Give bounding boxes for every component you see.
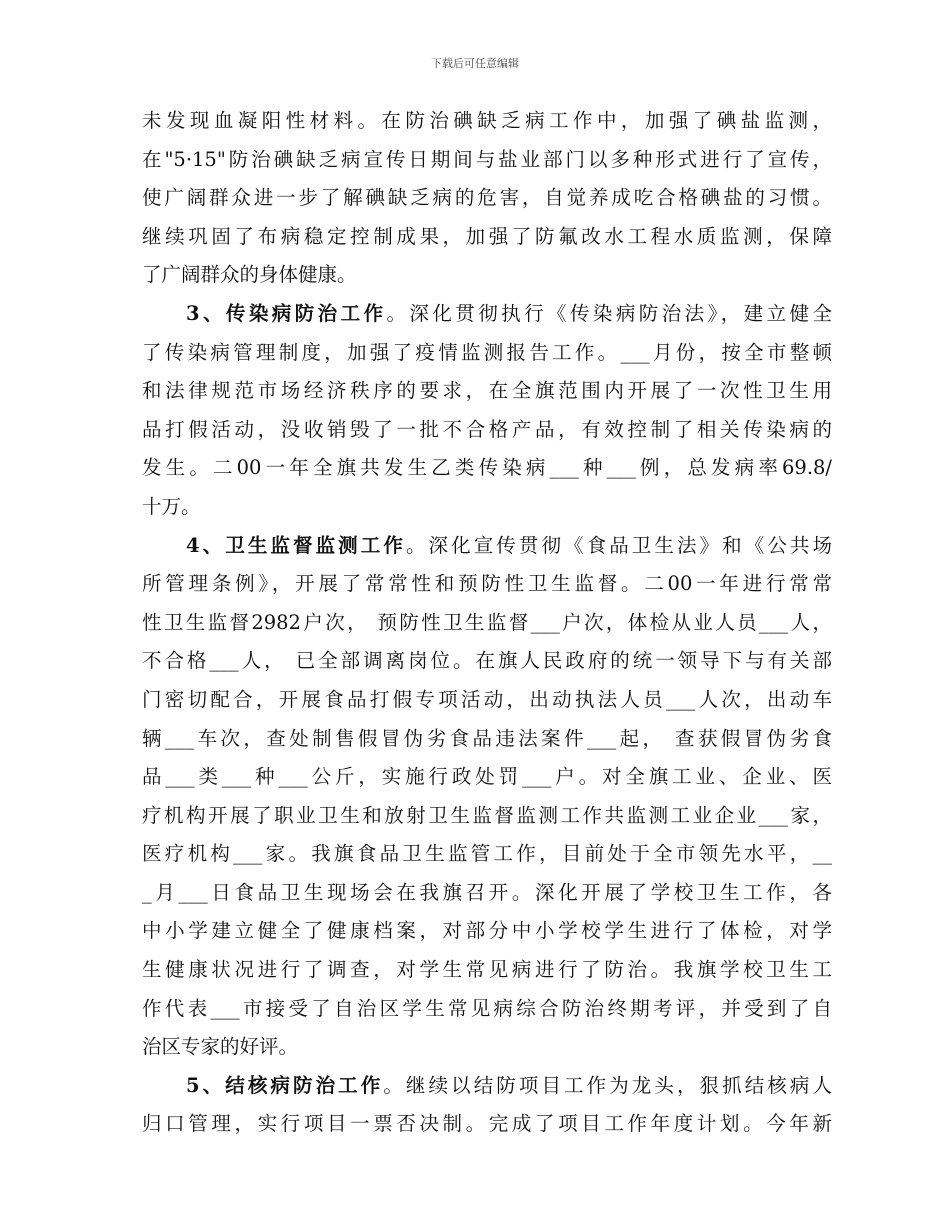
- text-line: 使广阔群众进一步了解碘缺乏病的危害，自觉养成吃合格碘盐的习惯。: [142, 186, 832, 210]
- text-line: 生健康状况进行了调查，对学生常见病进行了防治。我旗学校卫生工: [142, 958, 832, 982]
- text-line: 十万。: [142, 494, 201, 518]
- text-line: 医疗机构___家。我旗食品卫生监管工作，目前处于全市领先水平，__: [142, 842, 832, 866]
- text-line: 所管理条例》，开展了常常性和预防性卫生监督。二00一年进行常常: [142, 572, 832, 596]
- text-line: 性卫生监督2982户次， 预防性卫生监督___户次，体检从业人员___人，: [142, 610, 832, 634]
- text-line: 归口管理，实行项目一票否决制。完成了项目工作年度计划。今年新: [142, 1112, 832, 1136]
- page-header: 下载后可任意编辑: [431, 57, 519, 70]
- text-line: 和法律规范市场经济秩序的要求，在全旗范围内开展了一次性卫生用: [142, 379, 832, 403]
- section-heading: 4、卫生监督监测工作: [186, 533, 406, 557]
- text-line: 品___类___种___公斤，实施行政处罚___户。对全旗工业、企业、医: [142, 765, 832, 789]
- text-line: 辆___车次，查处制售假冒伪劣食品违法案件___起， 查获假冒伪劣食: [142, 726, 832, 750]
- text-line: _月___日食品卫生现场会在我旗召开。深化开展了学校卫生工作，各: [142, 880, 832, 904]
- text-line: 了传染病管理制度，加强了疫情监测报告工作。___月份，按全市整顿: [142, 340, 832, 364]
- text-line: 发生。二00一年全旗共发生乙类传染病___种___例，总发病率69.8/: [142, 456, 832, 480]
- section-5-first-line: 5、结核病防治工作。继续以结防项目工作为龙头，狠抓结核病人: [186, 1073, 832, 1097]
- text-line: 未发现血凝阳性材料。在防治碘缺乏病工作中，加强了碘盐监测，: [142, 109, 832, 132]
- text-line: 门密切配合，开展食品打假专项活动，出动执法人员___人次，出动车: [142, 687, 832, 711]
- section-4-first-line: 4、卫生监督监测工作。深化宣传贯彻《食品卫生法》和《公共场: [186, 533, 832, 557]
- text-line: 品打假活动，没收销毁了一批不合格产品，有效控制了相关传染病的: [142, 417, 832, 441]
- text-line: 作代表___市接受了自治区学生常见病综合防治终期考评，并受到了自: [142, 996, 832, 1020]
- text-line: 了广阔群众的身体健康。: [142, 263, 357, 287]
- text-line: 不合格___人， 已全部调离岗位。在旗人民政府的统一领导下与有关部: [142, 649, 832, 673]
- text-line: 在"5·15"防治碘缺乏病宣传日期间与盐业部门以多种形式进行了宣传，: [142, 147, 832, 171]
- text-line: 治区专家的好评。: [142, 1035, 299, 1059]
- section-heading: 5、结核病防治工作: [186, 1073, 384, 1097]
- document-body: [142, 102, 832, 1144]
- section-3-first-line: 3、传染病防治工作。深化贯彻执行《传染病防治法》，建立健全: [186, 301, 832, 325]
- text-line: 疗机构开展了职业卫生和放射卫生监督监测工作共监测工业企业___家，: [142, 803, 832, 827]
- section-heading: 3、传染病防治工作: [186, 301, 387, 325]
- text-line: 继续巩固了布病稳定控制成果，加强了防氟改水工程水质监测，保障: [142, 224, 832, 248]
- text-line: 中小学建立健全了健康档案，对部分中小学校学生进行了体检，对学: [142, 919, 832, 943]
